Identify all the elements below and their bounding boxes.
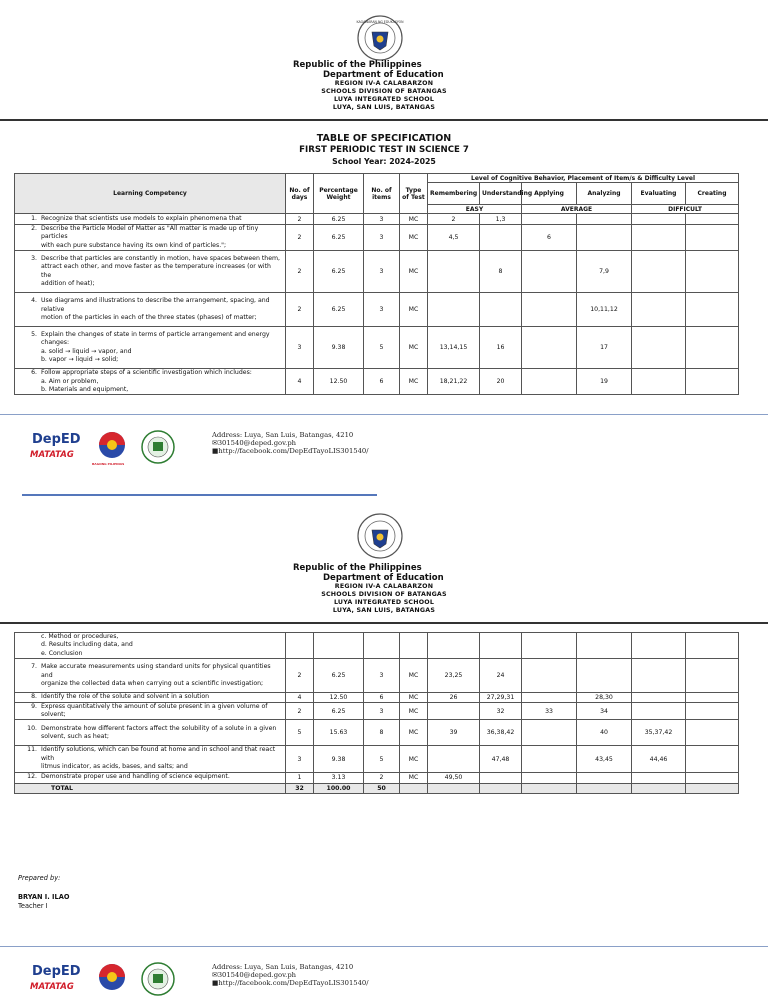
cell-weight: 12.50 — [314, 369, 364, 395]
svg-text:KAGAWARAN NG EDUKASYON: KAGAWARAN NG EDUKASYON — [356, 20, 404, 24]
competency-text: Explain the changes of state in terms of particle arrangement and energy changes: a. solid → liquid → vapor, and b. vapor → liquid → solid; — [41, 330, 270, 364]
division-text: SCHOOLS DIVISION OF BATANGAS — [321, 591, 447, 598]
deped-seal-icon — [356, 512, 404, 560]
department-text: Department of Education — [323, 573, 444, 583]
cell-app — [522, 293, 577, 327]
cell-rem: 13,14,15 — [428, 327, 480, 369]
cell-cre — [686, 327, 739, 369]
competency-cell — [15, 772, 286, 783]
table-row — [15, 225, 739, 251]
bagong-pilipinas-icon — [94, 430, 130, 464]
cell-cre — [686, 702, 739, 720]
cell-rem: 39 — [428, 720, 480, 746]
cell-items: 3 — [364, 225, 400, 251]
cell-cre — [686, 772, 739, 783]
cell-ana: 17 — [577, 327, 632, 369]
competency-cell — [15, 327, 286, 369]
competency-text: Recognize that scientists use models to explain phenomena that — [41, 214, 242, 222]
cell-days: 5 — [286, 720, 314, 746]
cell-cre — [686, 659, 739, 693]
cell-days: 3 — [286, 746, 314, 772]
competency-cell — [15, 720, 286, 746]
cell-app: 33 — [522, 702, 577, 720]
footer-facebook: ■http://facebook.com/DepEdTayoLIS301540/ — [212, 447, 369, 455]
competency-text: Make accurate measurements using standard units for physical quantities and organize the collected data when carrying out a scientific investigation; — [41, 663, 271, 687]
cell-type: MC — [400, 327, 428, 369]
cell-rem: 49,50 — [428, 772, 480, 783]
cell-cre — [686, 251, 739, 293]
competency-text: Describe the Particle Model of Matter as "All matter is made up of tiny particles with each pure substance having its own kind of particles."; — [41, 225, 259, 249]
competency-cell — [15, 225, 286, 251]
table-row — [15, 693, 739, 702]
cell-und: 47,48 — [480, 746, 522, 772]
cell-type: MC — [400, 214, 428, 225]
preparer-name: BRYAN I. ILAO — [18, 893, 70, 901]
cell-app — [522, 693, 577, 702]
cell-days: 2 — [286, 214, 314, 225]
th-weight: Percentage Weight — [314, 174, 364, 214]
competency-text: Describe that particles are constantly in motion, have spaces between them, attract each other, and move faster as the temperature increases (or with the addition of heat); — [41, 254, 281, 288]
footer-address: Address: Luya, San Luis, Batangas, 4210 — [212, 963, 354, 971]
cell-rem: 18,21,22 — [428, 369, 480, 395]
cell-ana — [577, 214, 632, 225]
cell-days: 2 — [286, 251, 314, 293]
cell-app — [522, 633, 577, 659]
bagong-pilipinas-text: BAGONG PILIPINAS — [92, 462, 125, 466]
cell-weight: 9.38 — [314, 746, 364, 772]
competency-cell — [15, 659, 286, 693]
cell-weight: 9.38 — [314, 327, 364, 369]
cell-type: MC — [400, 772, 428, 783]
cell-rem: 23,25 — [428, 659, 480, 693]
cell-items: 5 — [364, 327, 400, 369]
cell-days: 2 — [286, 293, 314, 327]
competency-cell — [15, 746, 286, 772]
region-text: REGION IV-A CALABARZON — [334, 80, 434, 87]
prepared-label: Prepared by: — [18, 874, 61, 882]
cell-rem — [428, 746, 480, 772]
cell-type: MC — [400, 720, 428, 746]
competency-cell — [15, 251, 286, 293]
cell-type: MC — [400, 659, 428, 693]
cell-weight: 6.25 — [314, 214, 364, 225]
cell-und: 24 — [480, 659, 522, 693]
competency-number: 12. — [27, 773, 37, 781]
competency-number: 7. — [31, 663, 37, 671]
location-text: LUYA, SAN LUIS, BATANGAS — [332, 607, 436, 614]
table-row — [15, 720, 739, 746]
cell-app — [522, 369, 577, 395]
matatag-logo-text: MATATAG — [30, 450, 74, 460]
competency-text: Follow appropriate steps of a scientific investigation which includes: a. Aim or problem, b. Materials and equipment, — [41, 369, 252, 394]
table-row — [15, 702, 739, 720]
cell-und — [480, 293, 522, 327]
footer-rule-page1 — [22, 494, 377, 496]
cell-eva — [632, 659, 686, 693]
cell-eva: 35,37,42 — [632, 720, 686, 746]
cell-und — [480, 772, 522, 783]
th-analyzing: Analyzing — [577, 183, 632, 205]
doc-subtitle: FIRST PERIODIC TEST IN SCIENCE 7 — [299, 145, 469, 155]
cell-days — [286, 633, 314, 659]
table-row — [15, 369, 739, 395]
cell-und: 32 — [480, 702, 522, 720]
cell-ana: 19 — [577, 369, 632, 395]
republic-text: Republic of the Philippines — [293, 563, 422, 573]
cell-weight: 6.25 — [314, 251, 364, 293]
competency-cell — [15, 369, 286, 395]
cell-items: 6 — [364, 693, 400, 702]
cell-type: MC — [400, 693, 428, 702]
total-weight: 100.00 — [314, 783, 364, 793]
cell-und: 1,3 — [480, 214, 522, 225]
cell-und: 16 — [480, 327, 522, 369]
cell-type: MC — [400, 369, 428, 395]
cell-und — [480, 225, 522, 251]
competency-text: Use diagrams and illustrations to describe the arrangement, spacing, and relative motion of the particles in each of the three states (phases) of matter; — [41, 297, 270, 321]
cell-ana — [577, 772, 632, 783]
cell-items — [364, 633, 400, 659]
cell-items: 3 — [364, 293, 400, 327]
competency-text: Demonstrate proper use and handling of science equipment. — [41, 773, 230, 781]
competency-text: Identify solutions, which can be found at home and in school and that react with litmus indicator, as acids, bases, and salts; and — [41, 746, 276, 771]
cell-type: MC — [400, 746, 428, 772]
competency-cell — [15, 702, 286, 720]
deped-logo-text: DepED — [32, 432, 81, 447]
competency-number: 2. — [31, 225, 37, 232]
cell-app — [522, 746, 577, 772]
cell-cre — [686, 369, 739, 395]
th-average: AVERAGE — [522, 205, 632, 214]
cell-items: 6 — [364, 369, 400, 395]
th-applying: Applying — [522, 183, 577, 205]
cell-rem: 2 — [428, 214, 480, 225]
competency-number: 4. — [31, 297, 37, 305]
cell-weight: 15.63 — [314, 720, 364, 746]
competency-number: 9. — [31, 702, 37, 710]
header-rule — [0, 119, 768, 121]
total-days: 32 — [286, 783, 314, 793]
cell-app — [522, 251, 577, 293]
competency-cell — [15, 693, 286, 702]
cell-cre — [686, 693, 739, 702]
cell-eva — [632, 293, 686, 327]
competency-number: 10. — [27, 724, 37, 732]
cell-weight: 6.25 — [314, 659, 364, 693]
cell-type: MC — [400, 702, 428, 720]
th-level: Level of Cognitive Behavior, Placement of Item/s & Difficulty Level — [428, 174, 739, 183]
cell-eva — [632, 327, 686, 369]
th-easy: EASY — [428, 205, 522, 214]
competency-number: 1. — [31, 214, 37, 222]
cell-weight: 12.50 — [314, 693, 364, 702]
cell-type — [400, 633, 428, 659]
competency-text: Identify the role of the solute and solvent in a solution — [41, 693, 210, 701]
table-row — [15, 772, 739, 783]
deped-seal-icon — [356, 14, 404, 62]
competency-number: 5. — [31, 330, 37, 338]
page-break-rule — [0, 946, 768, 947]
cell-ana — [577, 633, 632, 659]
preparer-role: Teacher I — [18, 902, 48, 910]
cell-ana: 28,30 — [577, 693, 632, 702]
table-row — [15, 251, 739, 293]
footer-address: Address: Luya, San Luis, Batangas, 4210 — [212, 431, 354, 439]
table-row — [15, 746, 739, 772]
competency-number: 11. — [27, 746, 37, 754]
cell-ana — [577, 225, 632, 251]
cell-app — [522, 214, 577, 225]
cell-eva — [632, 772, 686, 783]
competency-number: 8. — [31, 693, 37, 701]
th-type: Type of Test — [400, 174, 428, 214]
cell-cre — [686, 746, 739, 772]
cell-app — [522, 772, 577, 783]
cell-items: 2 — [364, 772, 400, 783]
cell-eva — [632, 702, 686, 720]
location-text: LUYA, SAN LUIS, BATANGAS — [332, 104, 436, 111]
cell-ana: 7,9 — [577, 251, 632, 293]
cell-ana: 40 — [577, 720, 632, 746]
cell-und: 20 — [480, 369, 522, 395]
cell-cre — [686, 293, 739, 327]
cell-days: 2 — [286, 225, 314, 251]
division-text: SCHOOLS DIVISION OF BATANGAS — [321, 88, 447, 95]
footer-facebook: ■http://facebook.com/DepEdTayoLIS301540/ — [212, 979, 369, 987]
cell-days: 2 — [286, 702, 314, 720]
cell-cre — [686, 214, 739, 225]
page-break-rule — [0, 414, 768, 415]
th-difficult: DIFFICULT — [632, 205, 739, 214]
cell-und — [480, 633, 522, 659]
table-row — [15, 214, 739, 225]
spec-table-page2 — [14, 632, 739, 794]
th-remembering: Remembering — [428, 183, 480, 205]
cell-und: 36,38,42 — [480, 720, 522, 746]
cell-days: 3 — [286, 327, 314, 369]
total-row — [15, 783, 739, 793]
bagong-pilipinas-icon — [94, 962, 130, 996]
cell-ana — [577, 659, 632, 693]
cell-weight: 3.13 — [314, 772, 364, 783]
cell-app — [522, 327, 577, 369]
th-understanding: Understanding — [480, 183, 522, 205]
footer-logos-page2 — [22, 960, 402, 1000]
cell-weight: 6.25 — [314, 225, 364, 251]
cell-ana: 43,45 — [577, 746, 632, 772]
cell-rem — [428, 633, 480, 659]
cell-rem: 4,5 — [428, 225, 480, 251]
competency-cell — [15, 214, 286, 225]
cell-items: 3 — [364, 659, 400, 693]
cell-weight: 6.25 — [314, 702, 364, 720]
cell-und: 27,29,31 — [480, 693, 522, 702]
th-items: No. of items — [364, 174, 400, 214]
cell-eva — [632, 251, 686, 293]
table-row — [15, 327, 739, 369]
cell-days: 2 — [286, 659, 314, 693]
cell-rem — [428, 293, 480, 327]
cell-type: MC — [400, 225, 428, 251]
th-creating: Creating — [686, 183, 739, 205]
cell-eva — [632, 214, 686, 225]
competency-cell — [15, 293, 286, 327]
total-label: TOTAL — [15, 783, 286, 793]
cell-items: 3 — [364, 251, 400, 293]
header-rule — [0, 622, 768, 624]
cell-app — [522, 659, 577, 693]
cell-app — [522, 720, 577, 746]
department-text: Department of Education — [323, 70, 444, 80]
cell-items: 8 — [364, 720, 400, 746]
school-text: LUYA INTEGRATED SCHOOL — [333, 96, 435, 103]
cell-cre — [686, 633, 739, 659]
matatag-logo-text: MATATAG — [30, 982, 74, 992]
school-text: LUYA INTEGRATED SCHOOL — [333, 599, 435, 606]
school-year: School Year: 2024-2025 — [332, 157, 436, 166]
competency-number: 6. — [31, 369, 37, 377]
cell-items: 3 — [364, 214, 400, 225]
table-row — [15, 293, 739, 327]
th-competency: Learning Competency — [15, 174, 286, 214]
footer-email: ✉301540@deped.gov.ph — [212, 439, 297, 447]
competency-text: Express quantitatively the amount of solute present in a given volume of solvent; — [41, 702, 268, 719]
competency-number — [17, 633, 41, 658]
school-seal-icon — [140, 429, 176, 465]
cell-items: 3 — [364, 702, 400, 720]
cell-days: 4 — [286, 693, 314, 702]
table-row — [15, 659, 739, 693]
table-row — [15, 633, 739, 659]
region-text: REGION IV-A CALABARZON — [334, 583, 434, 590]
spec-table-page1 — [14, 173, 739, 395]
cell-und: 8 — [480, 251, 522, 293]
cell-eva — [632, 369, 686, 395]
cell-cre — [686, 225, 739, 251]
cell-eva: 44,46 — [632, 746, 686, 772]
republic-text: Republic of the Philippines — [293, 60, 422, 70]
cell-eva — [632, 693, 686, 702]
cell-ana: 10,11,12 — [577, 293, 632, 327]
footer-email: ✉301540@deped.gov.ph — [212, 971, 297, 979]
competency-text: c. Method or procedures, d. Results including data, and e. Conclusion — [41, 633, 133, 657]
cell-app: 6 — [522, 225, 577, 251]
cell-weight — [314, 633, 364, 659]
footer-logos-page1 — [22, 428, 402, 468]
cell-weight: 6.25 — [314, 293, 364, 327]
cell-eva — [632, 225, 686, 251]
cell-type: MC — [400, 293, 428, 327]
total-items: 50 — [364, 783, 400, 793]
doc-title: TABLE OF SPECIFICATION — [316, 133, 452, 144]
cell-eva — [632, 633, 686, 659]
competency-text: Demonstrate how different factors affect the solubility of a solute in a given solvent, such as heat; — [41, 724, 277, 740]
cell-items: 5 — [364, 746, 400, 772]
cell-rem — [428, 251, 480, 293]
cell-rem — [428, 702, 480, 720]
th-evaluating: Evaluating — [632, 183, 686, 205]
deped-logo-text: DepED — [32, 964, 81, 979]
cell-cre — [686, 720, 739, 746]
cell-days: 1 — [286, 772, 314, 783]
cell-days: 4 — [286, 369, 314, 395]
th-days: No. of days — [286, 174, 314, 214]
school-seal-icon — [140, 961, 176, 997]
cell-type: MC — [400, 251, 428, 293]
competency-number: 3. — [31, 254, 37, 262]
cell-ana: 34 — [577, 702, 632, 720]
competency-cell — [15, 633, 286, 659]
cell-rem: 26 — [428, 693, 480, 702]
